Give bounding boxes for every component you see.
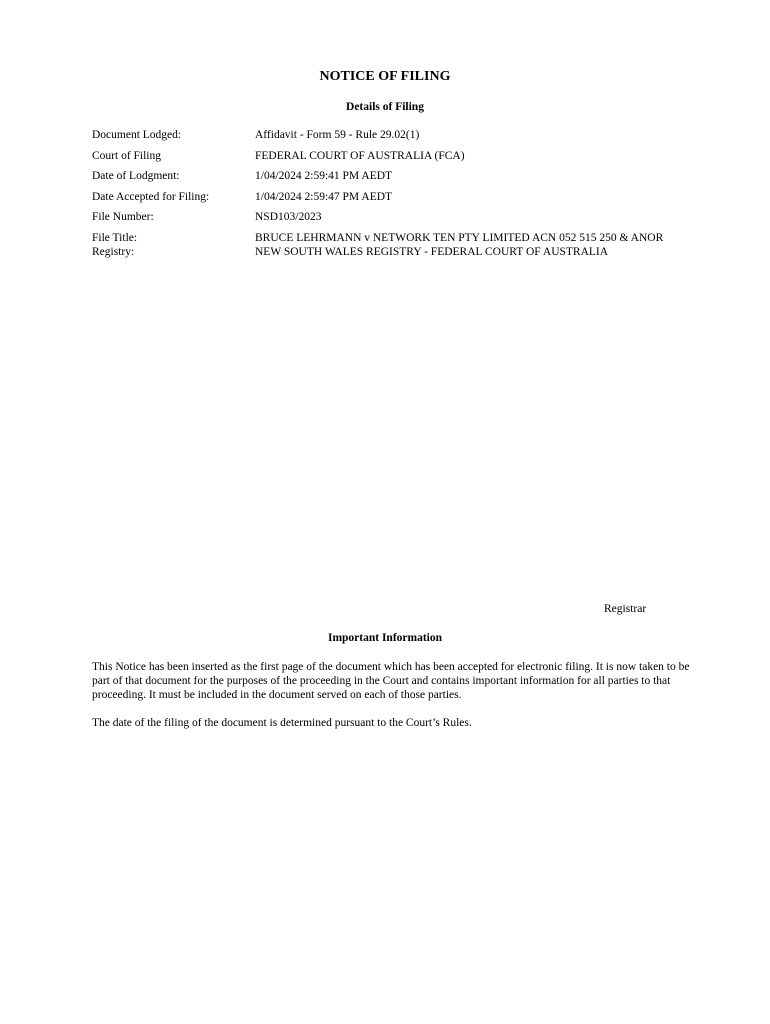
detail-label: Court of Filing bbox=[92, 149, 162, 162]
detail-row-document-lodged bbox=[92, 128, 692, 142]
important-information-heading: Important Information bbox=[327, 632, 443, 644]
important-information-body bbox=[92, 660, 692, 744]
detail-row-registry bbox=[92, 245, 692, 259]
detail-value: NSD103/2023 bbox=[255, 211, 322, 223]
detail-value: NEW SOUTH WALES REGISTRY - FEDERAL COURT OF AUSTRALIA bbox=[255, 245, 609, 258]
detail-row-file-number bbox=[92, 210, 692, 224]
info-paragraph: The date of the filing of the document is determined pursuant to the Court’s Rules. bbox=[92, 717, 472, 729]
filing-details bbox=[92, 128, 692, 265]
info-paragraph: This Notice has been inserted as the first page of the document which has been accepted for electronic filing. It is now taken to be part of that document for the purposes of the proceeding in the Court and contains important information for all parties to that proceeding. It must be included in the document served on each of those parties. bbox=[92, 661, 690, 701]
detail-value: Affidavit - Form 59 - Rule 29.02(1) bbox=[255, 129, 420, 141]
detail-row-date-of-lodgment bbox=[92, 169, 692, 183]
section-subtitle: Details of Filing bbox=[346, 101, 424, 113]
detail-label: Registry: bbox=[92, 245, 135, 258]
detail-value: 1/04/2024 2:59:41 PM AEDT bbox=[255, 170, 393, 182]
detail-label: Date Accepted for Filing: bbox=[92, 190, 210, 203]
detail-value: BRUCE LEHRMANN v NETWORK TEN PTY LIMITED ACN 052 515 250 & ANOR bbox=[255, 231, 664, 244]
detail-value: 1/04/2024 2:59:47 PM AEDT bbox=[255, 190, 393, 203]
registrar-signature-label: Registrar bbox=[604, 603, 647, 615]
detail-value: FEDERAL COURT OF AUSTRALIA (FCA) bbox=[255, 149, 465, 162]
detail-label: Document Lodged: bbox=[92, 129, 182, 141]
detail-label: File Number: bbox=[92, 211, 154, 223]
detail-row-file-title bbox=[92, 231, 692, 245]
detail-label: Date of Lodgment: bbox=[92, 170, 180, 182]
detail-row-date-accepted bbox=[92, 190, 692, 204]
detail-label: File Title: bbox=[92, 231, 138, 244]
detail-row-court-of-filing bbox=[92, 149, 692, 163]
page-title: NOTICE OF FILING bbox=[319, 69, 451, 84]
